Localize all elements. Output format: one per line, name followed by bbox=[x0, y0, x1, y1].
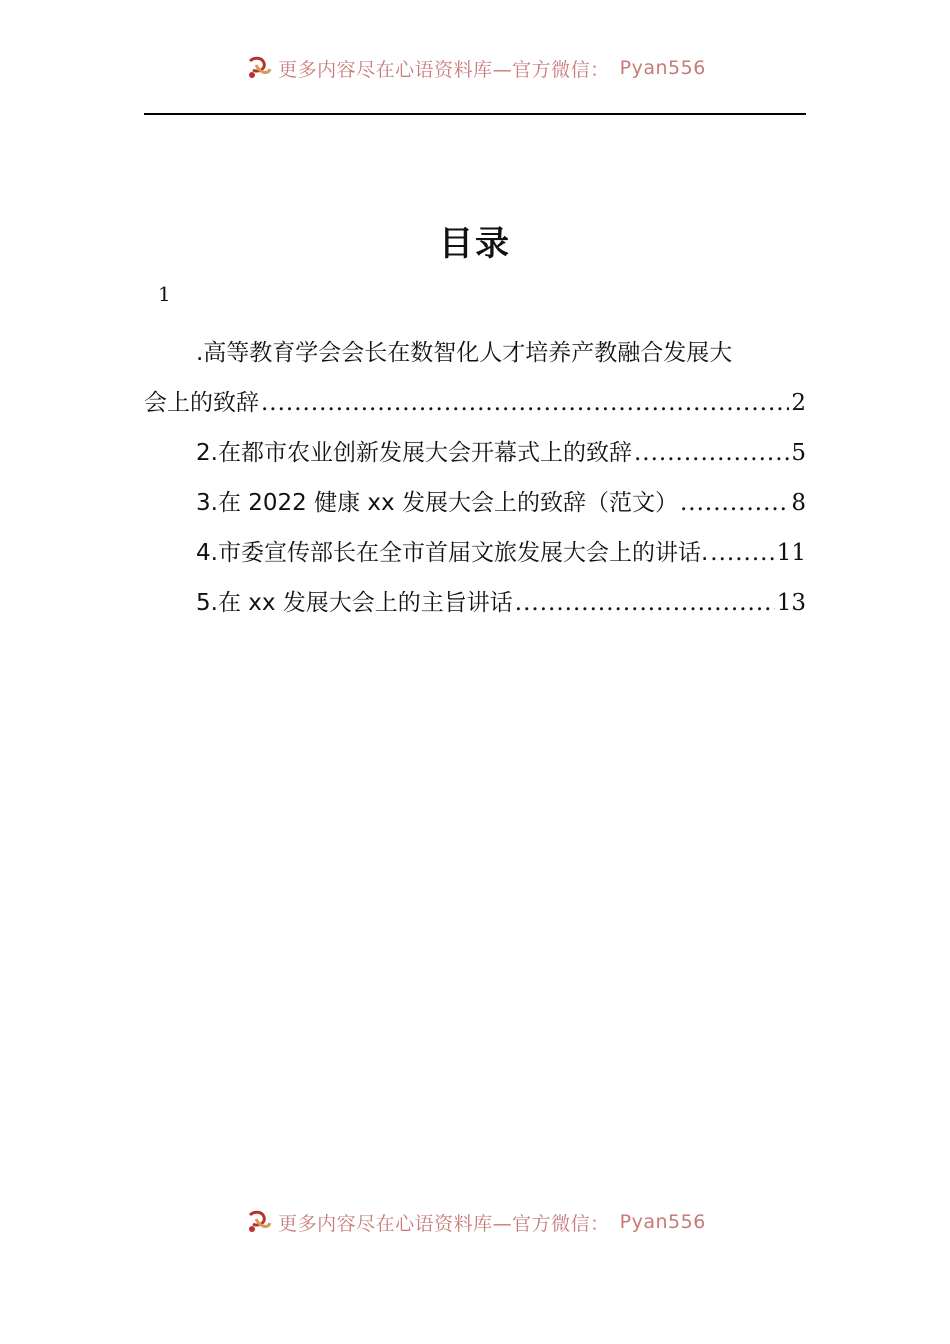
toc-entry-5[interactable] bbox=[144, 578, 806, 628]
dot-leader bbox=[515, 578, 775, 628]
toc-entry-title: .高等教育学会会长在数智化人才培养产教融合发展大 bbox=[196, 340, 733, 366]
toc-entry-4[interactable] bbox=[144, 528, 806, 578]
watermark-text: 更多内容尽在心语资料库—官方微信： bbox=[278, 1212, 610, 1235]
toc-page-number: 13 bbox=[776, 590, 806, 616]
toc-entry-3[interactable] bbox=[144, 478, 806, 528]
table-of-contents bbox=[144, 328, 806, 628]
toc-entry-title: 5.在 xx 发展大会上的主旨讲话 bbox=[196, 590, 513, 616]
watermark-code: Pyan556 bbox=[619, 57, 706, 79]
logo-icon bbox=[244, 1207, 274, 1237]
watermark-text: 更多内容尽在心语资料库—官方微信： bbox=[278, 58, 610, 81]
toc-page-number: 8 bbox=[791, 490, 806, 516]
page-title: 目录 bbox=[439, 224, 511, 264]
toc-entry-title: 2.在都市农业创新发展大会开幕式上的致辞 bbox=[196, 440, 632, 466]
toc-entry-1-line-2[interactable] bbox=[144, 378, 806, 428]
dot-leader bbox=[261, 378, 789, 428]
toc-entry-title: 3.在 2022 健康 xx 发展大会上的致辞（范文） bbox=[196, 490, 678, 516]
toc-first-number: 1 bbox=[158, 282, 171, 306]
header-divider bbox=[144, 113, 806, 115]
toc-page-number: 2 bbox=[791, 390, 806, 416]
dot-leader bbox=[680, 478, 789, 528]
footer-watermark bbox=[0, 1206, 950, 1238]
logo-icon bbox=[244, 53, 274, 83]
toc-entry-2[interactable] bbox=[144, 428, 806, 478]
watermark-code: Pyan556 bbox=[619, 1211, 706, 1233]
toc-entry-title: 会上的致辞 bbox=[144, 390, 259, 416]
toc-entry-1-line-1[interactable] bbox=[144, 328, 806, 378]
header-watermark bbox=[0, 52, 950, 84]
dot-leader bbox=[710, 528, 774, 578]
toc-entry-title: 4.市委宣传部长在全市首届文旅发展大会上的讲话. bbox=[196, 540, 709, 566]
toc-page-number: 5 bbox=[791, 440, 806, 466]
dot-leader bbox=[634, 428, 789, 478]
toc-page-number: 11 bbox=[776, 540, 806, 566]
